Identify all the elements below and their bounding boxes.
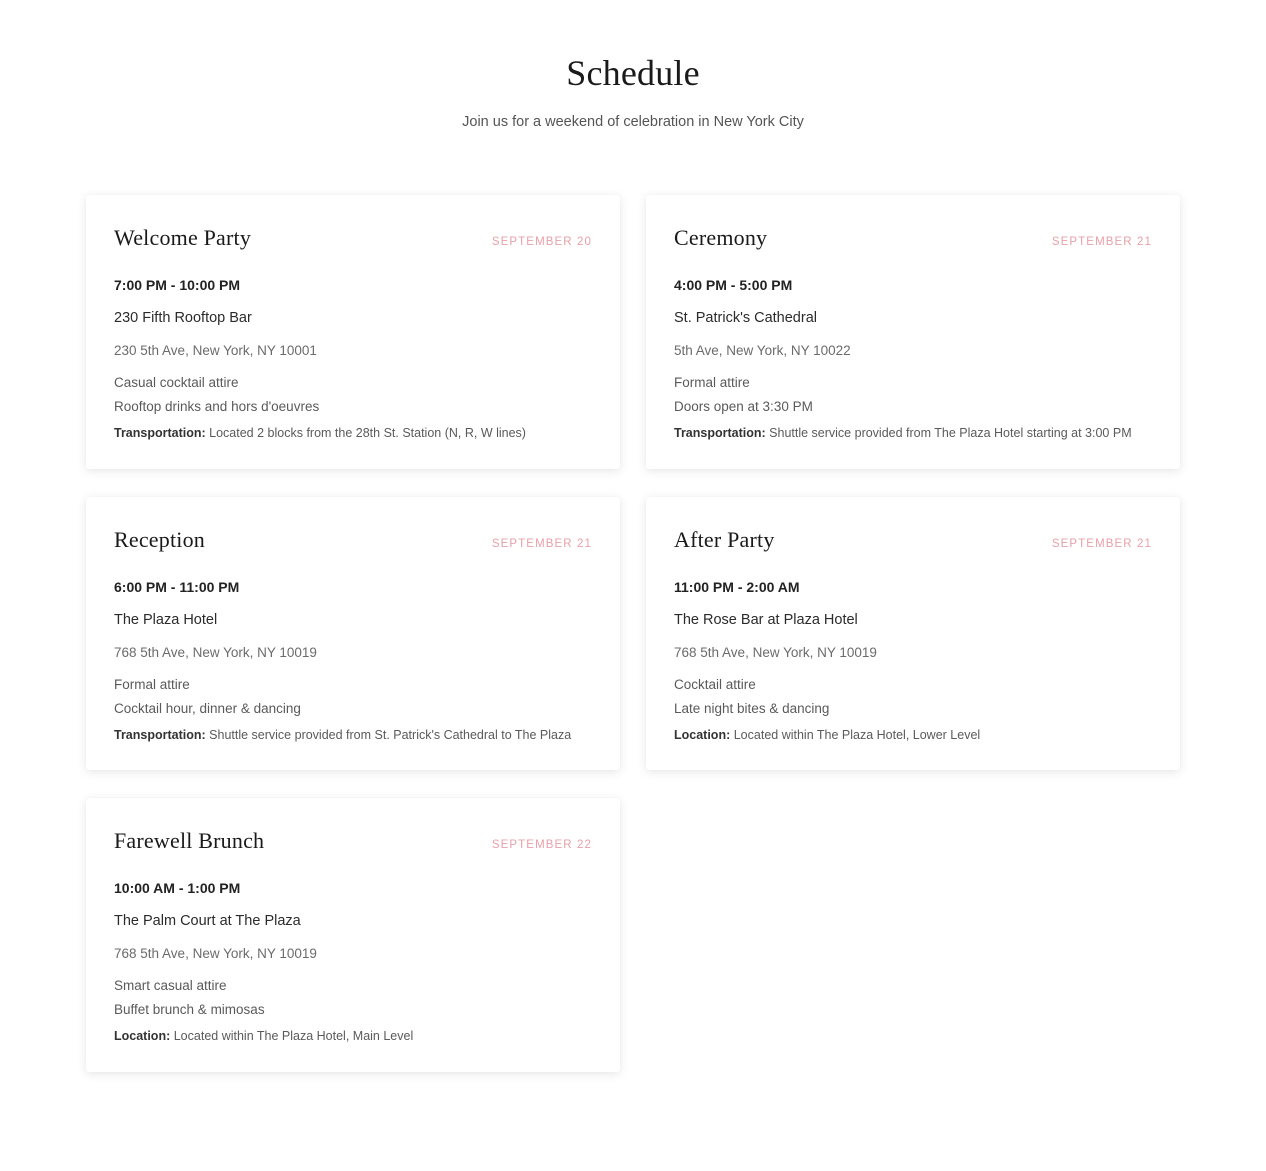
event-note-label: Transportation:: [114, 426, 206, 440]
event-note-text: Shuttle service provided from St. Patrick's Cathedral to The Plaza: [209, 727, 572, 742]
event-card-header: [114, 527, 592, 553]
page-subtitle: Join us for a weekend of celebration in New York City: [462, 114, 804, 130]
event-note-label: Location:: [114, 1029, 171, 1043]
event-time: 10:00 AM - 1:00 PM: [114, 880, 241, 896]
event-attire: Formal attire: [674, 375, 750, 390]
event-note-text: Located within The Plaza Hotel, Main Level: [173, 1029, 414, 1043]
event-note: [674, 425, 1152, 443]
event-note: [114, 727, 592, 745]
event-address: 768 5th Ave, New York, NY 10019: [114, 946, 317, 961]
grid-empty-cell: [646, 798, 1180, 1072]
event-attire: Formal attire: [114, 676, 190, 692]
event-venue: The Plaza Hotel: [114, 611, 218, 628]
event-time: 11:00 PM - 2:00 AM: [674, 578, 800, 595]
event-date: SEPTEMBER 21: [491, 537, 592, 550]
event-title: After Party: [674, 526, 775, 552]
event-note-text: Located within The Plaza Hotel, Lower Level: [733, 727, 981, 742]
event-detail: Late night bites & dancing: [674, 700, 830, 716]
event-address: 230 5th Ave, New York, NY 10001: [114, 343, 317, 358]
event-card-header: [114, 225, 592, 251]
event-title: Welcome Party: [114, 225, 252, 250]
event-title: Ceremony: [674, 225, 768, 250]
event-note-label: Transportation:: [114, 727, 206, 742]
event-address: 5th Ave, New York, NY 10022: [674, 343, 851, 358]
event-detail: Rooftop drinks and hors d'oeuvres: [114, 399, 320, 414]
event-venue: 230 Fifth Rooftop Bar: [114, 310, 252, 326]
event-note: [114, 1028, 592, 1046]
page-title: Schedule: [566, 53, 700, 93]
event-note: [114, 425, 592, 443]
event-card[interactable]: [86, 195, 620, 469]
event-card[interactable]: [646, 497, 1180, 771]
event-note-text: Shuttle service provided from The Plaza Hotel starting at 3:00 PM: [769, 426, 1132, 440]
schedule-card-grid: [86, 195, 1180, 1072]
event-attire: Cocktail attire: [674, 676, 756, 692]
event-title: Reception: [114, 526, 205, 552]
event-detail: Doors open at 3:30 PM: [674, 399, 813, 414]
event-address: 768 5th Ave, New York, NY 10019: [114, 644, 317, 660]
event-venue: The Rose Bar at Plaza Hotel: [674, 611, 858, 628]
event-card-header: [674, 225, 1152, 251]
event-card[interactable]: [86, 497, 620, 771]
event-note-label: Location:: [674, 727, 731, 742]
event-detail: Cocktail hour, dinner & dancing: [114, 700, 301, 716]
event-card[interactable]: [86, 798, 620, 1072]
event-venue: The Palm Court at The Plaza: [114, 913, 301, 929]
event-detail: Buffet brunch & mimosas: [114, 1002, 265, 1017]
event-date: SEPTEMBER 21: [1051, 236, 1152, 248]
event-note-label: Transportation:: [674, 426, 766, 440]
event-address: 768 5th Ave, New York, NY 10019: [674, 644, 877, 660]
event-attire: Smart casual attire: [114, 978, 227, 993]
event-venue: St. Patrick's Cathedral: [674, 310, 817, 326]
event-card-header: [114, 828, 592, 854]
event-card-header: [674, 527, 1152, 553]
event-note: [674, 727, 1152, 745]
event-date: SEPTEMBER 22: [491, 839, 592, 851]
event-title: Farewell Brunch: [114, 828, 265, 853]
event-note-text: Located 2 blocks from the 28th St. Station (N, R, W lines): [209, 426, 526, 440]
event-date: SEPTEMBER 20: [491, 236, 592, 248]
event-attire: Casual cocktail attire: [114, 375, 239, 390]
event-date: SEPTEMBER 21: [1051, 537, 1152, 550]
event-card[interactable]: [646, 195, 1180, 469]
event-time: 4:00 PM - 5:00 PM: [674, 277, 793, 293]
event-time: 7:00 PM - 10:00 PM: [114, 277, 241, 293]
event-time: 6:00 PM - 11:00 PM: [114, 578, 240, 595]
